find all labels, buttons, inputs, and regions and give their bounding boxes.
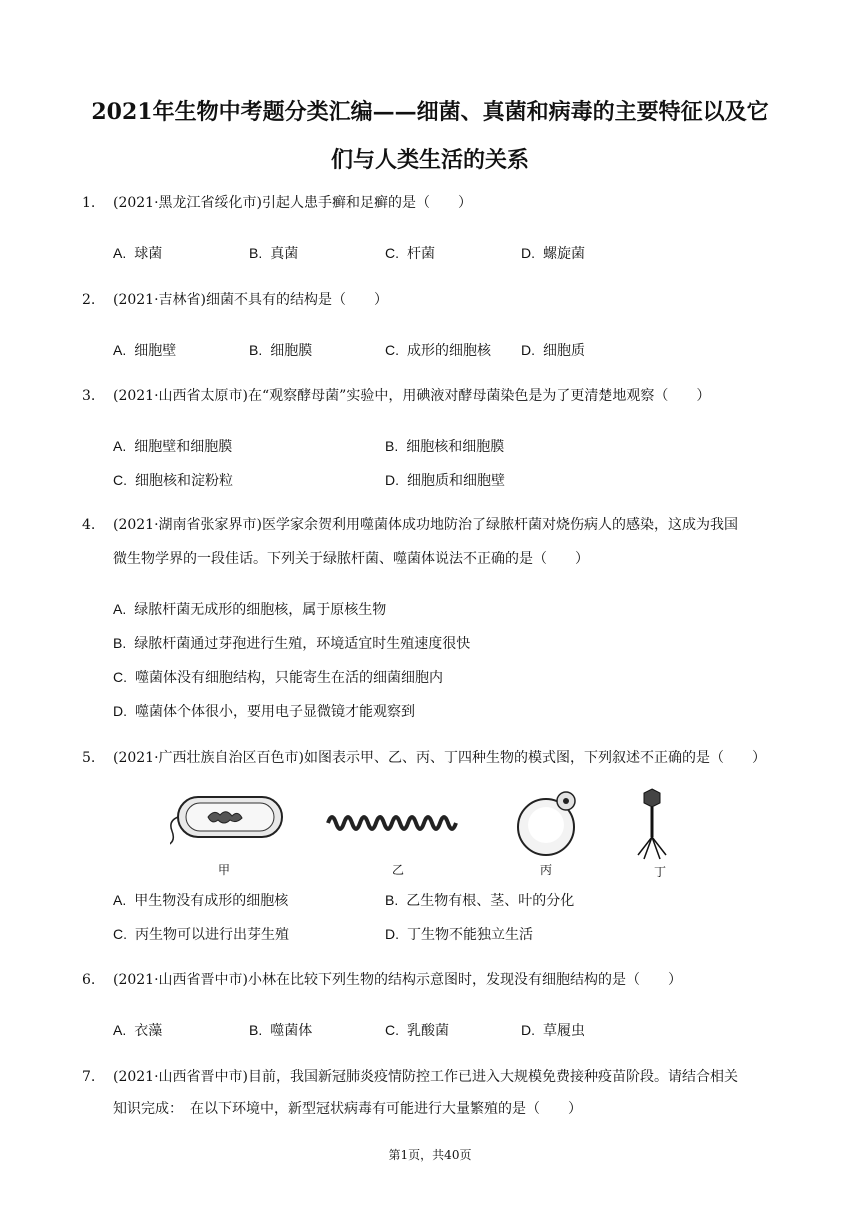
- question-stem-line-2: 知识完成： 在以下环境中，新型冠状病毒有可能进行大量繁殖的是（ ）: [113, 1101, 582, 1117]
- question-stem-line-1: (2021·湖南省张家界市)医学家余贺利用噬菌体成功地防治了绿脓杆菌对烧伤病人的感染，这成为我国: [113, 517, 739, 533]
- question-number: 3.: [82, 388, 96, 404]
- option-a: A. 球菌: [113, 245, 163, 262]
- option-d: D. 丁生物不能独立生活: [385, 926, 533, 943]
- question-number: 6.: [82, 972, 96, 988]
- organism-figure: [170, 785, 710, 885]
- option-d: D. 草履虫: [521, 1022, 585, 1039]
- question-2: [82, 285, 802, 315]
- question-number: 7.: [82, 1069, 96, 1085]
- option-a: A. 绿脓杆菌无成形的细胞核，属于原核生物: [113, 601, 387, 618]
- option-a: A. 细胞壁: [113, 342, 177, 359]
- option-d: D. 螺旋菌: [521, 245, 585, 262]
- bacteriophage-diagram: [638, 789, 666, 859]
- question-number: 4.: [82, 517, 96, 533]
- spiral-organism-diagram: [328, 817, 456, 829]
- title-line-1: 2021年生物中考题分类汇编——细菌、真菌和病毒的主要特征以及它: [91, 99, 769, 125]
- option-d: D. 细胞质和细胞壁: [385, 472, 505, 489]
- question-6: [82, 965, 802, 995]
- option-a: A. 甲生物没有成形的细胞核: [113, 892, 289, 909]
- organism-diagrams: [170, 785, 710, 885]
- question-4: [82, 510, 802, 574]
- question-stem: (2021·山西省太原市)在“观察酵母菌”实验中，用碘液对酵母菌染色是为了更清楚地观察（ ）: [113, 388, 711, 404]
- option-c: C. 成形的细胞核: [385, 342, 491, 359]
- question-stem-line-2: 微生物学界的一段佳话。下列关于绿脓杆菌、噬菌体说法不正确的是（ ）: [113, 551, 589, 567]
- option-d: D. 细胞质: [521, 342, 585, 359]
- figure-label-bing: 丙: [540, 863, 553, 877]
- option-b: B. 真菌: [249, 245, 299, 262]
- option-b: B. 噬菌体: [249, 1022, 313, 1039]
- page-title: [60, 88, 800, 184]
- question-number: 5.: [82, 750, 96, 766]
- question-stem: (2021·山西省晋中市)小林在比较下列生物的结构示意图时，发现没有细胞结构的是（ ）: [113, 972, 683, 988]
- figure-label-yi: 乙: [392, 863, 405, 877]
- option-c: C. 细胞核和淀粉粒: [113, 472, 233, 489]
- question-1: [82, 188, 802, 218]
- question-number: 1.: [82, 195, 96, 211]
- option-b: B. 乙生物有根、茎、叶的分化: [385, 892, 575, 909]
- question-stem: (2021·吉林省)细菌不具有的结构是（ ）: [113, 292, 389, 308]
- option-b: B. 细胞核和细胞膜: [385, 438, 505, 455]
- question-number: 2.: [82, 292, 96, 308]
- yeast-diagram: [518, 792, 575, 855]
- question-7: [82, 1062, 802, 1124]
- option-c: C. 丙生物可以进行出芽生殖: [113, 926, 289, 943]
- question-3: [82, 381, 802, 411]
- question-5: [82, 743, 802, 773]
- question-stem: (2021·黑龙江省绥化市)引起人患手癣和足癣的是（ ）: [113, 195, 473, 211]
- option-c: C. 噬菌体没有细胞结构，只能寄生在活的细菌细胞内: [113, 669, 443, 686]
- option-b: B. 细胞膜: [249, 342, 313, 359]
- question-stem: (2021·广西壮族自治区百色市)如图表示甲、乙、丙、丁四种生物的模式图，下列叙述不正确的是（ ）: [113, 750, 767, 766]
- title-line-2: 们与人类生活的关系: [330, 147, 529, 173]
- option-d: D. 噬菌体个体很小，要用电子显微镜才能观察到: [113, 703, 415, 720]
- figure-label-jia: 甲: [218, 863, 231, 877]
- question-stem-line-1: (2021·山西省晋中市)目前，我国新冠肺炎疫情防控工作已进入大规模免费接种疫苗阶段。请结合相关: [113, 1069, 739, 1085]
- bacterium-diagram: [170, 797, 282, 845]
- figure-label-ding: 丁: [654, 865, 667, 879]
- option-a: A. 衣藻: [113, 1022, 163, 1039]
- option-c: C. 乳酸菌: [385, 1022, 449, 1039]
- page-footer: 第1页，共40页: [388, 1148, 472, 1162]
- option-b: B. 绿脓杆菌通过芽孢进行生殖，环境适宜时生殖速度很快: [113, 635, 471, 652]
- option-c: C. 杆菌: [385, 245, 435, 262]
- option-a: A. 细胞壁和细胞膜: [113, 438, 233, 455]
